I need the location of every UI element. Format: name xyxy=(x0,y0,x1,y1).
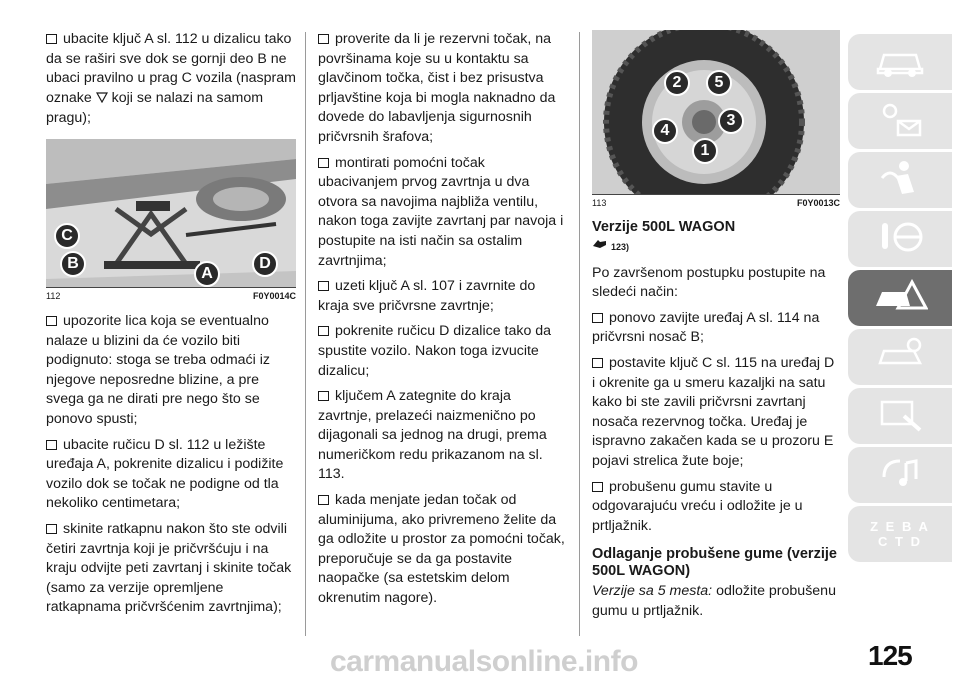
step-aluminium-wheel: kada menjate jedan točak od aluminijuma, ako privremeno želite da ga odložite u prostor za pomoćni točak, preporučuje se da ga postavite naopačke (sa estetskim delom okrenutim nagore). xyxy=(318,491,566,609)
step-store-tyre: probušenu gumu stavite u odgovarajuću vreću i odložite je u prtljažnik. xyxy=(592,478,840,537)
section-heading-storage: Odlaganje probušene gume (verzije 500L WAGON) xyxy=(592,546,837,580)
triangle-marker-icon xyxy=(96,90,108,110)
chapter-sidebar xyxy=(848,34,960,565)
figure-112-caption: 112 F0Y0014C xyxy=(46,287,296,302)
bolt-label-4: 4 xyxy=(652,118,678,144)
car-dashboard-icon xyxy=(874,43,926,82)
bolt-label-1: 1 xyxy=(692,138,718,164)
step-insert-handle: ubacite ručicu D sl. 112 u ležište uređaja A, pokrenite dizalicu i podižite vozilo dok se točak ne podigne od tla nekoliko centimetara; xyxy=(46,436,296,514)
tools-icon xyxy=(874,394,926,439)
bolt-label-3: 3 xyxy=(718,108,744,134)
step-wrench-device: postavite ključ C sl. 115 na uređaj D i okrenite ga u smeru kazaljki na satu kako bi ste zavili pričvrsni zavrtanj nosača rezervnog točka. Uređaj je ispravno zakačen kada se u prozoru E pojavi strelica žute boje; xyxy=(592,354,840,472)
bolt-label-5: 5 xyxy=(706,70,732,96)
index-letters-icon: Z E B A C T D xyxy=(870,519,930,549)
multimedia-icon xyxy=(874,453,926,498)
step-warn-people: upozorite lica koja se eventualno nalaze u blizini da će vozilo biti podignuto: stoga se treba odmaći iz njegove neposredne blizine, a pre svega ga ne dirati pre nego što se ponovo spusti; xyxy=(46,312,296,430)
safety-person-icon xyxy=(874,158,926,203)
tab-emergency[interactable] xyxy=(848,270,952,326)
key-steering-icon xyxy=(874,217,926,262)
tab-maintenance[interactable] xyxy=(848,329,952,385)
label-a: A xyxy=(194,261,220,287)
section-heading-wagon: Verzije 500L WAGON xyxy=(592,219,736,235)
label-b: B xyxy=(60,251,86,277)
note-reference: 123) xyxy=(592,238,840,258)
tab-starting-driving[interactable] xyxy=(848,211,952,267)
column-3 xyxy=(592,30,840,628)
tab-dashboard[interactable] xyxy=(848,34,952,90)
column-1 xyxy=(46,30,296,624)
intro-paragraph: Po završenom postupku postupite na sledeći način: xyxy=(592,264,826,301)
step-tighten-bolts: uzeti ključ A sl. 107 i zavrnite do kraja sve pričvrsne zavrtnje; xyxy=(318,277,566,316)
page-number: 125 xyxy=(868,640,912,671)
step-lower-vehicle: pokrenite ručicu D dizalice tako da spustite vozilo. Nakon toga izvucite dizalicu; xyxy=(318,322,566,381)
five-seat-paragraph: Verzije sa 5 mesta: odložite probušenu gumu u prtljažnik. xyxy=(592,583,836,619)
column-2 xyxy=(318,30,566,615)
watermark: carmanualsonline.info xyxy=(330,645,638,678)
figure-112-jack xyxy=(46,139,296,287)
wheel-illustration xyxy=(592,30,840,194)
maintenance-car-icon xyxy=(874,335,926,380)
step-remove-hubcap: skinite ratkapnu nakon što ste odvili četiri zavrtnja koji je pričvršćuju i na kraju odvijte peti zavrtanj i skinite točak (samo za verzije opremljene ratkapnama pričvršćenim zavrtnjima); xyxy=(46,520,296,618)
step-refit-device: ponovo zavijte uređaj A sl. 114 na pričvrsni nosač B; xyxy=(592,309,840,348)
step-jack-insert: ubacite ključ A sl. 112 u dizalicu tako da se raširi sve dok se gornji deo B ne ubaci pravilno u prag C vozila (naspram oznake koji se nalazi na samom pragu); xyxy=(46,30,296,129)
tab-safety[interactable] xyxy=(848,152,952,208)
label-c: C xyxy=(54,223,80,249)
breakdown-triangle-icon xyxy=(872,276,928,321)
label-d: D xyxy=(252,251,278,277)
tab-technical-data[interactable] xyxy=(848,388,952,444)
column-divider-2 xyxy=(579,32,580,636)
warning-lights-icon xyxy=(874,99,926,144)
hand-note-icon xyxy=(592,238,608,258)
step-check-spare: proverite da li je rezervni točak, na površinama koje su u kontaktu sa glavčinom točka, čist i bez prisustva prljavštine koja bi mogla naknadno da dovede do labavljenja sigurnosnih pričvrsnih šrafova; xyxy=(318,30,566,148)
column-divider-1 xyxy=(305,32,306,636)
figure-113-wheel xyxy=(592,30,840,194)
tab-warning-lights[interactable] xyxy=(848,93,952,149)
step-mount-spare: montirati pomoćni točak ubacivanjem prvog zavrtnja u dva otvora sa navojima najbliža ventilu, nakon toga zavijte zavrtanj par navoja i postupite na isti način sa ostalim zavrtnjima; xyxy=(318,154,566,272)
figure-113-caption: 113 F0Y0013C xyxy=(592,194,840,209)
bolt-label-2: 2 xyxy=(664,70,690,96)
tab-multimedia[interactable] xyxy=(848,447,952,503)
tab-index[interactable] xyxy=(848,506,952,562)
step-diagonal-tighten: ključem A zategnite do kraja zavrtnje, prelazeći naizmenično po dijagonali sa jednog na drugi, prema numeričkom redu prikazanom na sl. 113. xyxy=(318,387,566,485)
